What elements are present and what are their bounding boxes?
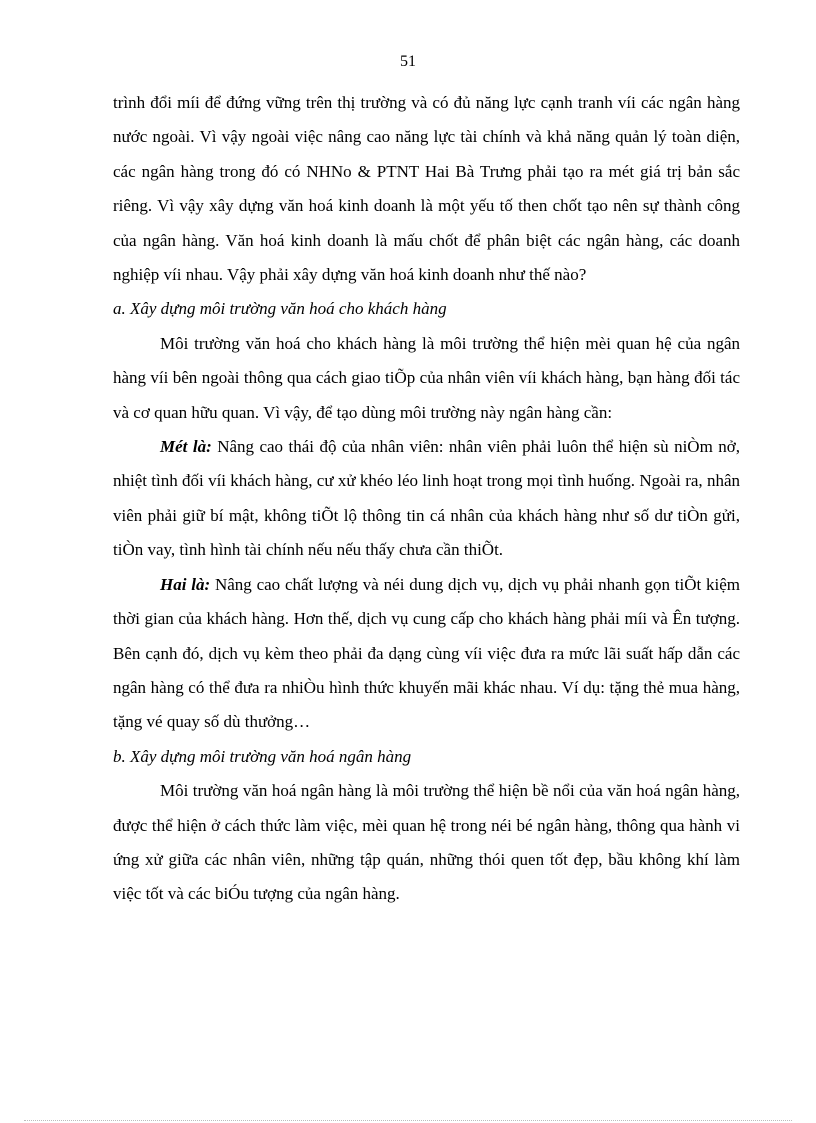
paragraph-point-one bbox=[113, 430, 740, 568]
paragraph-customer-environment: Môi trường văn hoá cho khách hàng là môi trường thể hiện mèi quan hệ của ngân hàng víi bên ngoài thông qua cách giao tiÕp của nhân viên víi khách hàng, bạn hàng đối tác và cơ quan hữu quan. Vì vậy, để tạo dùng môi trường này ngân hàng cần: bbox=[113, 333, 740, 422]
document-body bbox=[113, 86, 740, 912]
paragraph-bank-environment: Môi trường văn hoá ngân hàng là môi trường thể hiện bề nổi của văn hoá ngân hàng, được thể hiện ở cách thức làm việc, mèi quan hệ trong néi bé ngân hàng, thông qua hành vi ứng xử giữa các nhân viên, những tập quán, những thói quen tốt đẹp, bầu không khí làm việc tốt và các biÓu tượng của ngân hàng. bbox=[113, 781, 740, 904]
point-two-text: Nâng cao chất lượng và néi dung dịch vụ, dịch vụ phải nhanh gọn tiÕt kiệm thời gian của khách hàng. Hơn thế, dịch vụ cung cấp cho khách hàng phải míi và Ên tượng. Bên cạnh đó, dịch vụ kèm theo phải đa dạng cùng víi việc đưa ra mức lãi suất hấp dẫn các ngân hàng có thể đưa ra nhiÒu hình thức khuyến mãi khác nhau. Ví dụ: tặng thẻ mua hàng, tặng vé quay số dù thưởng… bbox=[113, 574, 740, 732]
point-one-label: Mét là: bbox=[160, 437, 212, 457]
section-heading-b: b. Xây dựng môi trường văn hoá ngân hàng bbox=[113, 746, 412, 766]
paragraph-point-two bbox=[113, 568, 740, 740]
section-heading-a: a. Xây dựng môi trường văn hoá cho khách hàng bbox=[113, 299, 447, 319]
footer-divider bbox=[24, 1120, 792, 1121]
paragraph-intro: trình đổi míi để đứng vững trên thị trường và có đủ năng lực cạnh tranh víi các ngân hàng nước ngoài. Vì vậy ngoài việc nâng cao năng lực tài chính và khả năng quản lý toàn diện, các ngân hàng trong đó có NHNo & PTNT Hai Bà Trưng phải tạo ra mét giá trị bản sắc riêng. Vì vậy xây dựng văn hoá kinh doanh là một yếu tố then chốt tạo nên sự thành công của ngân hàng. Văn hoá kinh doanh là mấu chốt để phân biệt các ngân hàng, các doanh nghiệp víi nhau. Vậy phải xây dựng văn hoá kinh doanh như thế nào? bbox=[113, 93, 740, 285]
point-two-label: Hai là: bbox=[160, 574, 211, 594]
point-one-text: Nâng cao thái độ của nhân viên: nhân viên phải luôn thể hiện sù niÒm nở, nhiệt tình đối víi khách hàng, cư xử khéo léo linh hoạt trong mọi tình huống. Ngoài ra, nhân viên phải giữ bí mật, không tiÕt lộ thông tin cá nhân của khách hàng như số dư tiÒn gửi, tiÒn vay, tình hình tài chính nếu nếu thấy chưa cần thiÕt. bbox=[113, 437, 740, 560]
page-number: 51 bbox=[400, 53, 416, 70]
